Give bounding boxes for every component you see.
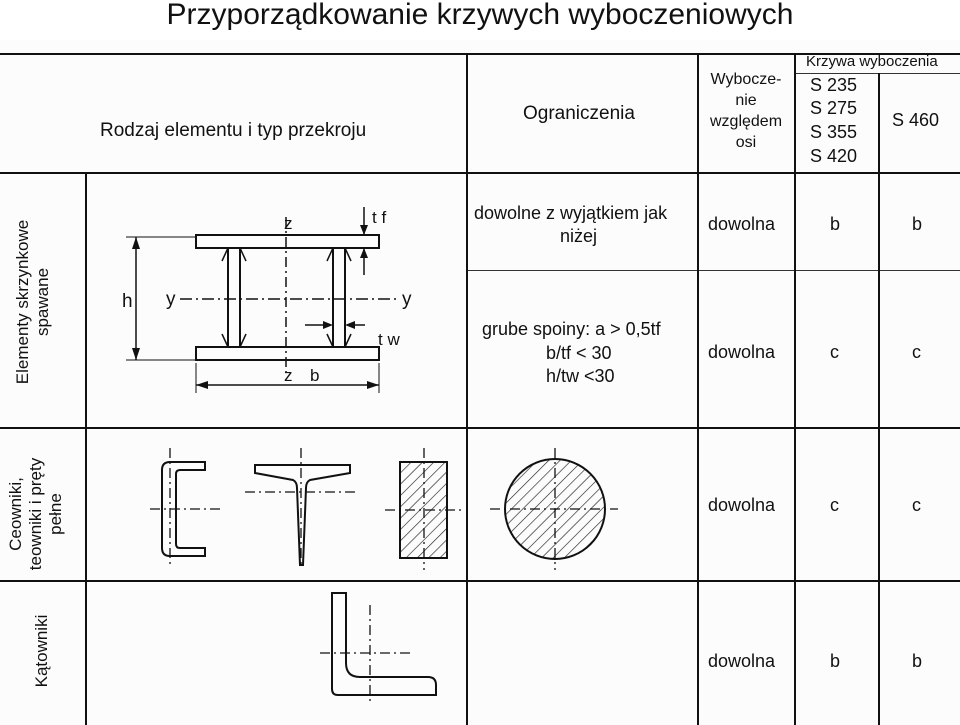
header-element-type: Rodzaj elementu i typ przekroju [100,120,367,141]
tee-section [255,465,350,565]
header-axis-line-1: Wybocze- [710,71,782,88]
label-y-right: y [402,289,412,310]
axis-box-general: dowolna [708,214,776,234]
limit-general-line-2: niżej [560,226,598,246]
row1-split-line [467,270,960,271]
axis-angles: dowolna [708,651,776,671]
curve-box-general-high: b [912,214,923,234]
steel-grade-355: S 355 [810,122,858,142]
right-web [333,248,345,347]
top-flange [196,235,379,248]
curve-channels-low: c [830,495,839,515]
label-y-left: y [166,289,176,310]
curve-high-col-line [878,73,880,725]
limit-general-line-1: dowolne z wyjątkiem jak [474,203,668,223]
label-tf: t f [372,208,387,227]
header-bottom-line [0,172,960,174]
row2-bottom-line [0,580,960,582]
curve-col-line [794,53,796,725]
label-tw: t w [378,330,400,349]
limit-thick-welds-line-1: grube spoiny: a > 0,5tf [482,319,661,339]
channel-tee-solid-drawings [150,440,620,575]
label-z-bottom: z [284,366,293,385]
header-axis-line-4: osi [735,134,757,151]
box-section-drawing [100,195,440,410]
label-h: h [122,291,133,312]
curve-channels-high: c [912,495,921,515]
steel-grade-275: S 275 [810,98,858,118]
steel-grade-460: S 460 [892,110,940,130]
header-limits: Ograniczenia [523,103,635,124]
group-label-angles: Kątowniki [32,614,51,688]
axis-col-line [697,53,699,725]
page-title: Przyporządkowanie krzywych wyboczeniowych [166,0,794,31]
curve-box-thick-low: c [830,342,839,362]
label-z-top: z [284,214,293,233]
group-col-line [85,172,87,725]
angle-section [332,593,436,695]
header-axis-line-3: względem [709,113,783,130]
left-web [228,248,240,347]
curve-box-general-low: b [830,214,841,234]
limit-thick-welds-line-3: h/tw <30 [546,366,615,386]
angle-section-drawing [310,585,450,705]
group-label-channels-tees: Ceowniki, teowniki i pręty pełne [6,457,65,571]
curve-angles-high: b [912,651,923,671]
steel-grade-235: S 235 [810,75,858,95]
row1-bottom-line [0,427,960,429]
axis-box-thick-welds: dowolna [708,342,776,362]
bottom-flange [196,347,379,360]
group-label-box-sections: Elementy skrzynkowe spawane [13,219,52,385]
steel-grade-420: S 420 [810,146,858,166]
header-axis-line-2: nie [735,92,757,109]
curve-box-thick-high: c [912,342,921,362]
label-b: b [310,366,320,385]
limit-thick-welds-line-2: b/tf < 30 [546,343,612,363]
section-col-line [466,53,468,725]
axis-channels: dowolna [708,495,776,515]
header-curve-title: Krzywa wyboczenia [806,53,938,70]
curve-angles-low: b [830,651,841,671]
